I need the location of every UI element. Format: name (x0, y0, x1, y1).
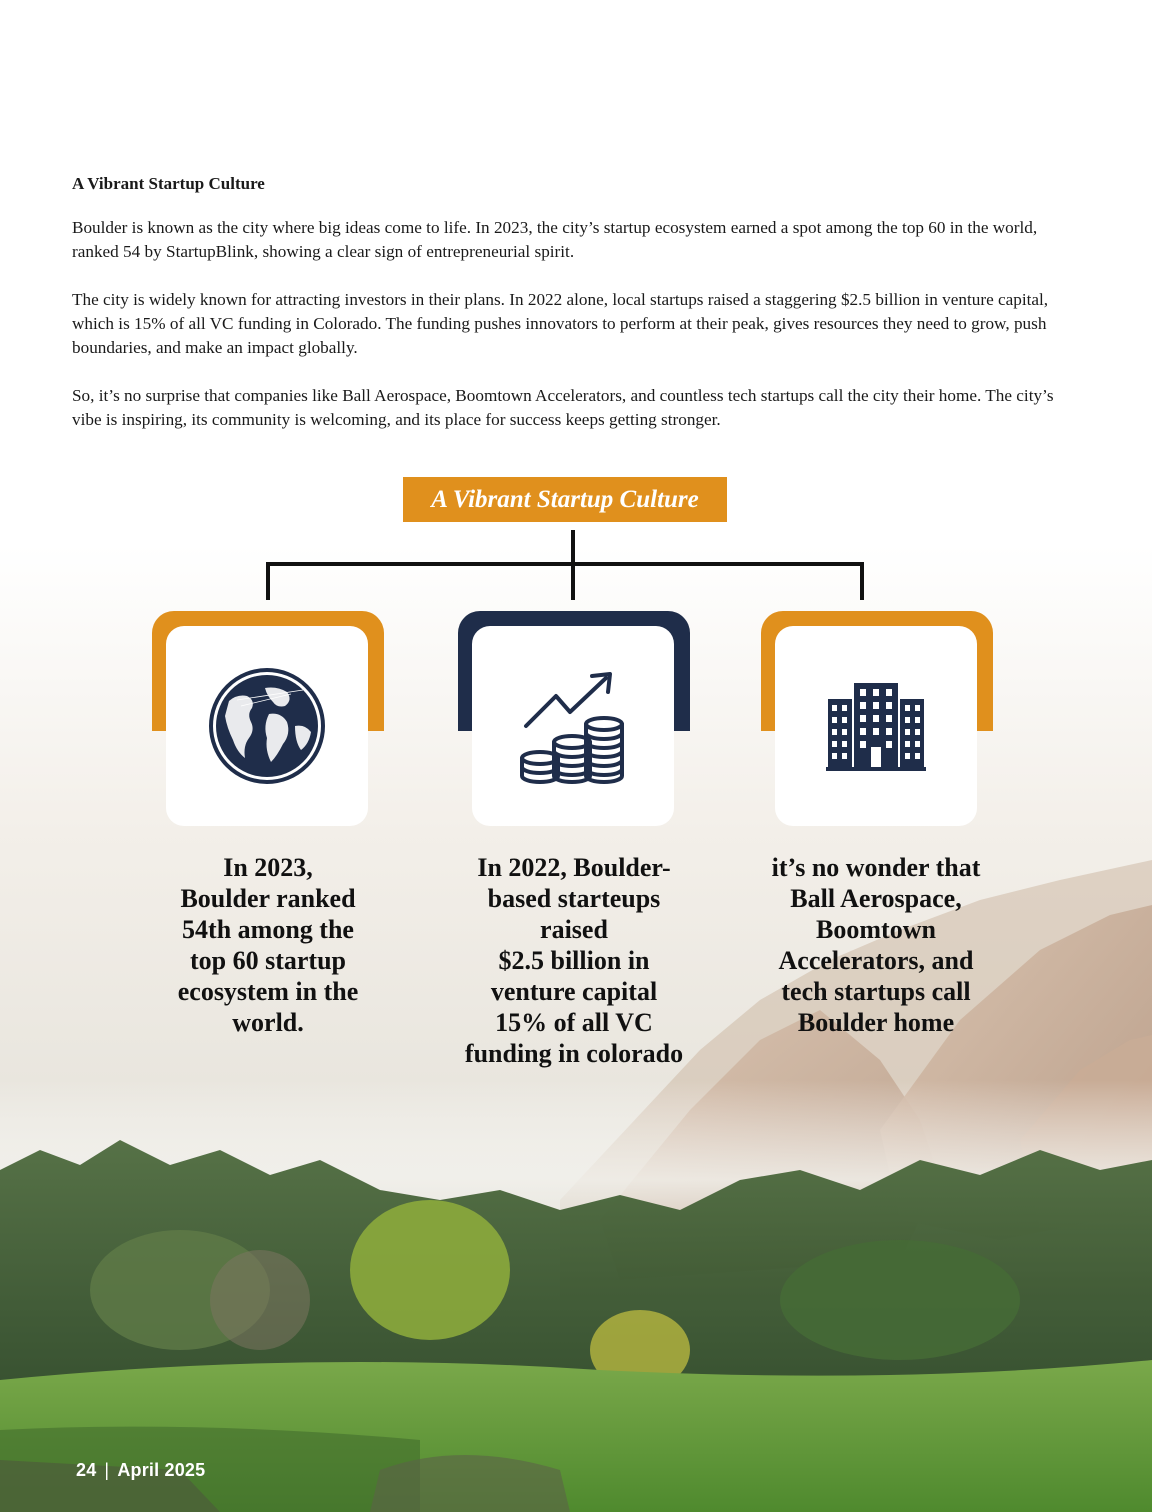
caption-funding: In 2022, Boulder- based starteups raised $2.5 billion in venture capital 15% of all VC funding in colorado (464, 853, 684, 1068)
page-footer (76, 1460, 205, 1481)
infographic-title: A Vibrant Startup Culture (431, 485, 699, 513)
tree-connector (0, 0, 1152, 620)
office-buildings-icon (824, 681, 928, 771)
caption-ranking: In 2023, Boulder ranked 54th among the top 60 startup ecosystem in the world. (177, 853, 359, 1037)
globe-icon (207, 666, 327, 786)
page-number: 24 (76, 1460, 97, 1480)
growth-coins-icon (518, 666, 628, 786)
card-funding (458, 611, 690, 826)
card-companies (761, 611, 993, 826)
caption-companies: it’s no wonder that Ball Aerospace, Boomtown Accelerators, and tech startups call Boulder home (771, 853, 981, 1037)
issue-date: April 2025 (117, 1460, 206, 1480)
paragraph-ecosystem: Boulder is known as the city where big ideas come to life. In 2023, the city’s startup ecosystem earned a spot among the top 60 in the world, ranked 54 by StartupBlink, showing a clear sign of entrepreneurial spirit. (72, 218, 1038, 261)
card-ranking (152, 611, 384, 826)
paragraph-funding: The city is widely known for attracting investors in their plans. In 2022 alone, local startups raised a staggering $2.5 billion in venture capital, which is 15% of all VC funding in Colorado. The funding pushes innovators to perform at their peak, gives resources they need to grow, push boundaries, and make an impact globally. (72, 290, 1049, 357)
section-heading: A Vibrant Startup Culture (72, 174, 265, 193)
paragraph-companies: So, it’s no surprise that companies like Ball Aerospace, Boomtown Accelerators, and countless tech startups call the city their home. The city’s vibe is inspiring, its community is welcoming, and its place for success keeps getting stronger. (72, 386, 1054, 429)
footer-separator: | (104, 1460, 110, 1480)
